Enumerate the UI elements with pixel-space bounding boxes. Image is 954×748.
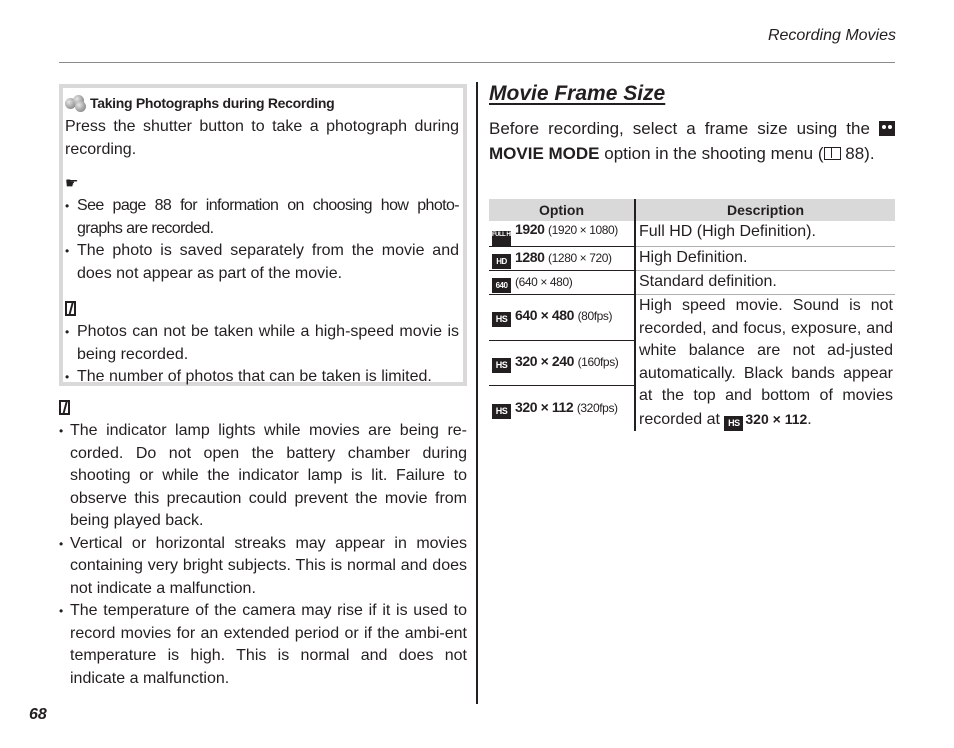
high-speed-description: High speed movie. Sound is not recorded, and focus, exposure, and white balance are not ad-justed automatically. Black bands appear at the top and bottom of movies recorded at	[639, 297, 893, 428]
intro-before: Before recording, select a frame size using the	[489, 119, 870, 138]
option-size: 320 × 240	[515, 352, 575, 369]
pointer-icon: ☛	[65, 175, 79, 192]
notes-list	[59, 420, 467, 690]
option-resolution: (640 × 480)	[515, 274, 573, 289]
column-header-description: Description	[635, 199, 895, 221]
option-size: 1280	[515, 248, 545, 265]
option-cell	[489, 271, 635, 295]
tip-box-inner	[63, 88, 463, 385]
movie-mode-icon	[879, 121, 895, 136]
description-cell: Standard definition.	[635, 271, 895, 295]
option-framerate: (160fps)	[577, 354, 619, 369]
header-rule	[59, 62, 895, 63]
caution-list	[65, 321, 459, 389]
table-row	[489, 295, 895, 341]
table-row	[489, 271, 895, 295]
note-bullet: • The temperature of the camera may rise if it is used to record movies for an extended period or if the ambi-ent temperature is high. This is normal and does not indicate a malfunction.	[59, 600, 467, 690]
pointer-bullet: • See page 88 for information on choosing how photo-graphs are recorded.	[65, 195, 459, 240]
intro-after: option in the shooting menu (	[604, 144, 824, 163]
section-title: Movie Frame Size	[489, 82, 666, 105]
intro-page: 88).	[845, 144, 875, 163]
option-cell	[489, 295, 635, 341]
option-cell	[489, 386, 635, 432]
caution-icon	[59, 400, 70, 415]
hd-icon: HD	[492, 254, 511, 269]
pointer-bullet: • The photo is saved separately from the movie and does not appear as part of the movie.	[65, 240, 459, 285]
tip-text: Press the shutter button to take a photograph during recording.	[65, 118, 459, 158]
high-speed-icon: HS	[724, 416, 743, 431]
tip-box	[59, 84, 467, 386]
running-header: Recording Movies	[767, 27, 896, 44]
option-framerate: (80fps)	[577, 309, 613, 324]
description-cell-high-speed	[635, 295, 895, 432]
option-size: 640 × 480	[515, 307, 575, 324]
option-size: 320 × 112	[515, 398, 574, 415]
note-bullet: • The indicator lamp lights while movies are being re-corded. Do not open the battery chamber during shooting or while the indicator lamp is lit. Failure to observe this precaution could prevent the movie from being played back.	[59, 420, 467, 533]
description-cell: High Definition.	[635, 247, 895, 271]
intro-option: MOVIE MODE	[489, 144, 600, 163]
book-icon	[824, 147, 841, 160]
option-cell	[489, 221, 635, 247]
tip-icon	[65, 95, 87, 111]
option-resolution: (1920 × 1080)	[548, 223, 618, 237]
tip-title	[65, 91, 459, 115]
pointer-list	[65, 195, 459, 285]
caution-bullet: • Photos can not be taken while a high-speed movie is being recorded.	[65, 321, 459, 366]
option-framerate: (320fps)	[576, 400, 618, 415]
column-header-option: Option	[489, 199, 635, 221]
note-bullet: • Vertical or horizontal streaks may appear in movies containing very bright subjects. This is normal and does not indicate a malfunction.	[59, 533, 467, 601]
caution-notes	[59, 388, 467, 690]
intro-text	[489, 116, 895, 166]
page-number: 68	[29, 706, 47, 723]
option-cell	[489, 340, 635, 386]
high-speed-description-end: .	[807, 410, 812, 428]
column-divider	[476, 82, 478, 704]
option-cell	[489, 247, 635, 271]
caution-icon	[65, 301, 76, 316]
frame-size-table	[489, 199, 895, 431]
option-resolution: (1280 × 720)	[548, 250, 612, 265]
high-speed-icon: HS	[492, 312, 511, 327]
tip-title-text: Taking Photographs during Recording	[90, 95, 335, 111]
high-speed-icon: HS	[492, 404, 511, 419]
high-speed-size: 320 × 112	[745, 410, 808, 427]
option-size: 1920	[515, 221, 545, 237]
full-hd-icon: FULL HD	[492, 231, 511, 246]
caution-bullet: • The number of photos that can be taken is limited.	[65, 366, 459, 389]
sd-640-icon: 640	[492, 278, 511, 293]
table-header-row	[489, 199, 895, 221]
table-row	[489, 221, 895, 247]
table-row	[489, 247, 895, 271]
high-speed-icon: HS	[492, 358, 511, 373]
description-cell: Full HD (High Definition).	[635, 221, 895, 247]
